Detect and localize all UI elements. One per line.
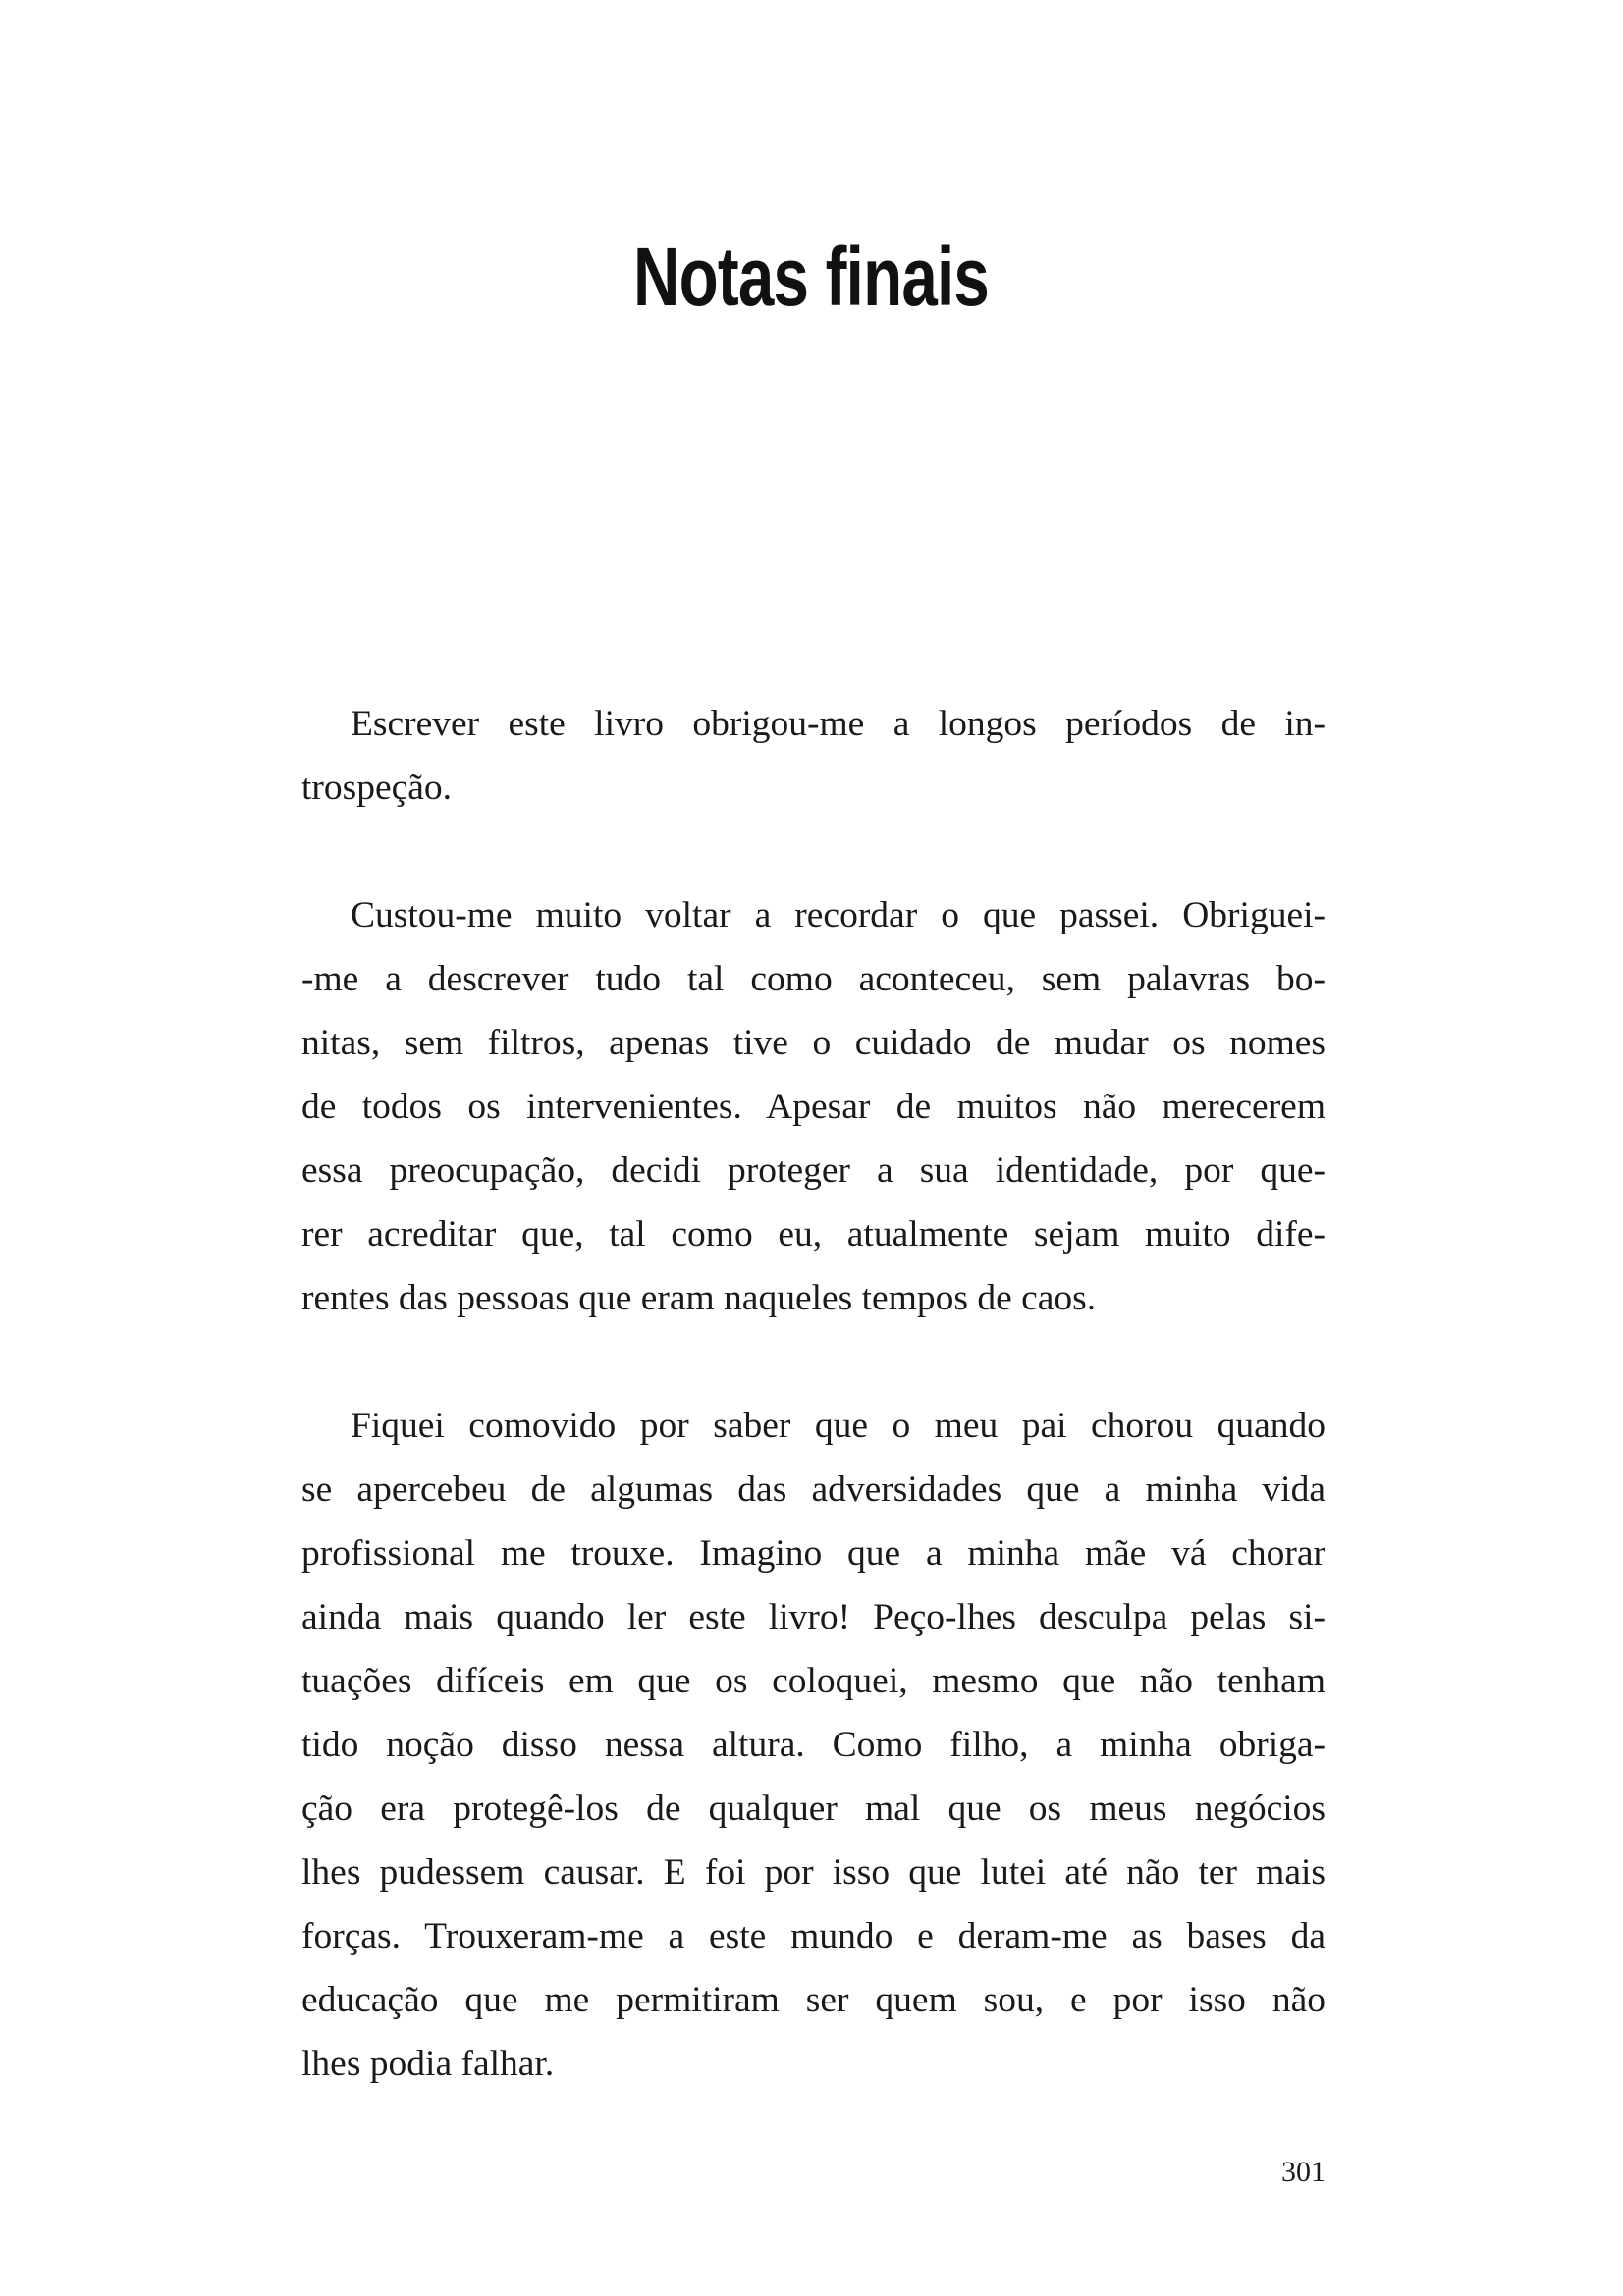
text-line: profissional me trouxe. Imagino que a minha mãe vá chorar [301, 1533, 1325, 1574]
text-line: educação que me permitiram ser quem sou, e por isso não [301, 1980, 1325, 2020]
text-line: tuações difíceis em que os coloquei, mesmo que não tenham [301, 1661, 1325, 1701]
paragraph-2 [301, 883, 1325, 1330]
text-line: essa preocupação, decidi proteger a sua identidade, por que- [301, 1150, 1325, 1191]
chapter-title-text: Notas finais [633, 231, 990, 323]
text-line: trospeção. [301, 768, 453, 808]
text-line: Escrever este livro obrigou-me a longos períodos de in- [351, 704, 1325, 744]
text-line: Fiquei comovido por saber que o meu pai chorou quando [351, 1406, 1325, 1446]
body-text [301, 692, 1325, 2160]
page-number: 301 [1281, 2156, 1325, 2188]
text-line: nitas, sem filtros, apenas tive o cuidado de mudar os nomes [301, 1023, 1325, 1063]
text-line: rentes das pessoas que eram naqueles tempos de caos. [301, 1278, 1097, 1318]
text-line: Custou-me muito voltar a recordar o que passei. Obriguei- [351, 895, 1325, 935]
text-line: -me a descrever tudo tal como aconteceu, sem palavras bo- [301, 959, 1325, 999]
text-line: de todos os intervenientes. Apesar de muitos não merecerem [301, 1087, 1325, 1127]
text-line: rer acreditar que, tal como eu, atualmente sejam muito dife- [301, 1214, 1325, 1255]
text-line: forças. Trouxeram-me a este mundo e deram-me as bases da [301, 1916, 1325, 1956]
text-line: lhes pudessem causar. E foi por isso que lutei até não ter mais [301, 1852, 1325, 1893]
paragraph-1 [301, 692, 1325, 820]
text-line: ção era protegê-los de qualquer mal que os meus negócios [301, 1789, 1325, 1829]
text-line: se apercebeu de algumas das adversidades que a minha vida [301, 1469, 1325, 1510]
text-line: lhes podia falhar. [301, 2044, 555, 2084]
paragraph-3 [301, 1394, 1325, 2096]
text-line: tido noção disso nessa altura. Como filho, a minha obriga- [301, 1725, 1325, 1765]
text-line: ainda mais quando ler este livro! Peço-lhes desculpa pelas si- [301, 1597, 1325, 1637]
chapter-title [0, 228, 1623, 326]
